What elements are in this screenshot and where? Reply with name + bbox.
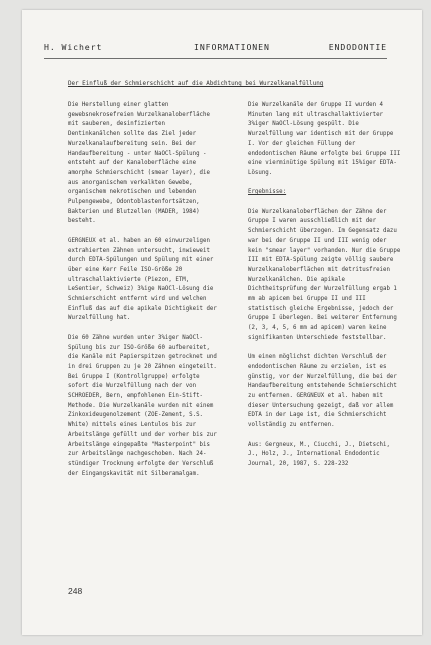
paragraph-reference: Aus: Gergneux, M., Ciucchi, J., Dietschi, J., Holz, J., International Endodontic Journal, 20, 1987, S. 228-232 — [248, 441, 390, 467]
left-column — [68, 101, 220, 489]
page-number: 248 — [68, 586, 83, 596]
page-header — [44, 42, 387, 56]
paragraph-conclusion: Um einen möglichst dichten Verschluß der endodontischen Räume zu erzielen, ist es günstig, vor der Wurzelfüllung, die bei der Handaufbereitung entstehende Schmierschicht zu entfernen. GERGNEUX et al. haben mit dieser Untersuchung gezeigt, daß vor allem EDTA in der Lage ist, die Schmierschicht vollständig zu entfernen. — [248, 354, 397, 429]
header-rule — [44, 58, 387, 59]
results-heading: Ergebnisse: — [248, 189, 287, 196]
paragraph-study: GERGNEUX et al. haben an 60 einwurzeligen extrahierten Zähnen untersucht, inwieweit durch EDTA-Spülungen und Spülung mit einer über eine Kerr Feile ISO-Größe 20 ultraschallaktivierte (Piezon, ETM, LeSentier, Schweiz) 3%ige NaOCl-Lösung die Schmierschicht entfernt wird und welchen Einfluß das auf die apikale Dichtigkeit der Wurzelfüllung hat. — [68, 237, 217, 322]
paragraph-groups: Die Wurzelkanäle der Gruppe II wurden 4 Minuten lang mit ultraschallaktivierter 3%iger NaOCl-Lösung gespült. Die Wurzelfüllung war identisch mit der Gruppe I. Vor der gleichen Füllung der endodontischen Räume erfolgte bei Gruppe III eine vierminütige Spülung mit 15%iger EDTA-Lösung. — [248, 102, 401, 176]
paragraph-intro: Die Herstellung einer glatten gewebsnekrosefreien Wurzelkanaloberfläche mit sauberen, desinfizierten Dentinkanälchen sollte das Ziel jeder Wurzelkanalaufbereitung sein. Bei der Handaufbereitung - unter NaOCl-Spülung - entsteht auf der Kanaloberfläche eine amorphe Schmierschicht (smear layer), die aus anorganischem verkalkten Gewebe, organischem nekrotischen und lebenden Pulpengewebe, Odontoblastenfortsätzen, Bakterien und Blutzellen (MADER, 1984) besteht. — [68, 102, 210, 225]
paragraph-method: Die 60 Zähne wurden unter 3%iger NaOCl-Spülung bis zur ISO-Größe 60 aufbereitet, die Kanäle mit Papierspitzen getrocknet und in drei Gruppen zu je 20 Zähnen eingeteilt. Bei Gruppe I (Kontrollgruppe) erfolgte sofort die Wurzelfüllung nach der von SCHROEDER, Bern, empfohlenen Ein-Stift-Methode. Die Wurzelkanäle wurden mit einem Zinkoxideugenolzement (ZOE-Zement, S.S. White) mittels eines Lentulos bis zur Arbeitslänge gefüllt und der vorher bis zur Arbeitslänge eingepaßte "Masterpoint" bis zur Arbeitslänge nachgeschoben. Nach 24-stündiger Trocknung erfolgte der Verschluß der Eingangskavität mit Silberamalgam. — [68, 334, 217, 477]
paragraph-results: Die Wurzelkanaloberflächen der Zähne der Gruppe I waren ausschließlich mit der Schmierschicht überzogen. Im Gegensatz dazu war bei der Gruppe II und III wenig oder kein "smear layer" vorhanden. Nur die Gruppe III mit EDTA-Spülung zeigte völlig saubere Wurzelkanaloberflächen mit detritusfreien Wurzelkanälchen. Die apikale Dichtheitsprüfung der Wurzelfüllung ergab 1 mm ab apicem bei Gruppe II und III statistisch gleiche Ergebnisse, jedoch der Gruppe I überlegen. Bei weiterer Entfernung (2, 3, 4, 5, 6 mm ad apicem) waren keine signifikanten Unterschiede feststellbar. — [248, 208, 401, 341]
right-column — [248, 101, 402, 479]
article-title: Der Einfluß der Schmierschicht auf die Abdichtung bei Wurzelkanalfüllung — [68, 81, 324, 87]
header-author: H. Wichert — [44, 42, 103, 52]
header-section: INFORMATIONEN — [194, 42, 270, 52]
header-department: ENDODONTIE — [328, 42, 387, 52]
